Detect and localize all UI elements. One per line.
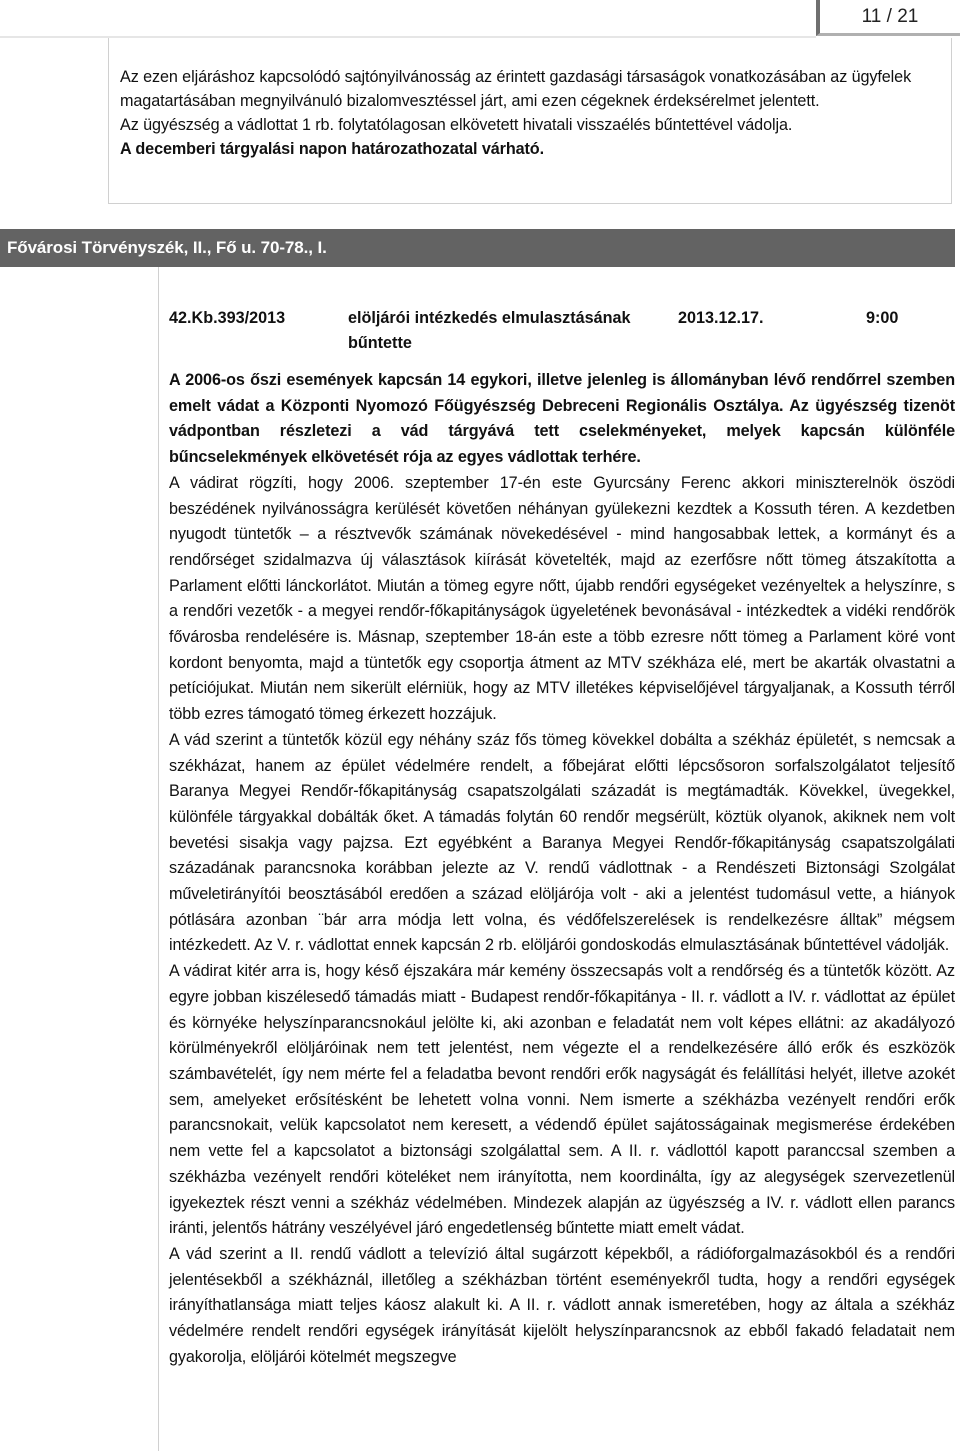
court-header <box>0 229 955 267</box>
summary-verdict-note: A decemberi tárgyalási napon határozathozatal várható. <box>120 140 544 158</box>
summary-paragraph: Az ezen eljáráshoz kapcsolódó sajtónyilvánosság az érintett gazdasági társaságok vonatkozásában az ügyfelek magatartásában megnyilvánuló bizalomvesztéssel járt, ami ezen cégeknek érdeksérelmet jelentett. <box>120 68 912 110</box>
case-crime: elöljárói intézkedés elmulasztásának bűntette <box>348 309 631 352</box>
description-paragraph-2: A vád szerint a tüntetők közül egy néhány száz fős tömeg kövekkel dobálta a székház épületét, s nemcsak a székházat, hanem az épület védelmére rendelt, a főbejárat előtti lépcsősoron sorfalszolgálatot teljesítő Baranya Megyei Rendőr-főkapitányság csapatszolgálati századát is megtámadták. Kövekkel, üvegekkel, különféle tárgyakkal dobálták őket. A támadás folytán 60 rendőr megsérült, köztük olyanok, akiknek nem volt bevetési sisakja vagy pajzsa. Ezt egyébként a Baranya Megyei Rendőr-főkapitányság csapatszolgálati századának parancsnoka korábban jelezte az V. rendű vádlottnak - a Rendészeti Biztonsági Szolgálat műveletirányítói beosztásából eredően a század elöljárója volt - aki a jelentést tudomásul vette, a hiányok pótlására azonban ¨bár arra módja lett volna, és védőfelszerelések is rendelkezésre álltak” mégsem intézkedett. Az V. r. vádlottat ennek kapcsán 2 rb. elöljárói gondoskodás elmulasztásának bűntettével vádolják. <box>169 730 955 955</box>
case-time: 9:00 <box>866 309 899 327</box>
description-paragraph-4: A vád szerint a II. rendű vádlott a televízió által sugárzott képekből, a rádióforgalmazásokból és a rendőri jelentésekből a székháznál, illetőleg a székházban történt eseményekről tudta, hogy a rendőri egységek irányíthatlansága miatt teljes káosz alakult ki. A II. r. vádlott annak ismeretében, hogy az általa a székház védelmére rendelt rendőri egységek irányítását kijelölt helyszínparancsnok az ebből fakadó feladatait nem gyakorolja, elöljárói kötelmét megszegve <box>169 1244 955 1366</box>
summary-charge: Az ügyészség a vádlottat 1 rb. folytatólagosan elkövetett hivatali visszaélés bűntettével vádolja. <box>120 116 793 134</box>
description-intro: A 2006-os őszi események kapcsán 14 egykori, illetve jelenleg is állományban lévő rendőrrel szemben emelt vádat a Központi Nyomozó Főügyészség Debreceni Regionális Osztálya. Az ügyészség tizenöt vádpontban részletezi a vád tárgyává tett cselekményeket, melyek kapcsán különféle bűncselekmények elkövetését rója az egyes vádlottak terhére. <box>169 371 955 467</box>
description-paragraph-3: A vádirat kitér arra is, hogy késő éjszakára már kemény összecsapás volt a rendőrség és a tüntetők között. Az egyre jobban kiszélesedő támadás miatt - Budapest rendőr-főkapitánya - II. r. vádlott a IV. r. vádlottat az épület és környéke helyszínparancsnokául jelölte ki, aki azonban e feladatát nem volt képes ellátni: az akadályozó körülményekről elöljáróinak nem tett jelentést, nem végezte el a rendelkezésére álló erők és eszközök számbavételét, így nem mérte fel a feladatba bevont rendőri erők nagyságát és felállítási helyét, illetve azokét sem, amelyeket erősítésként be lehetett volna vonni. Nem ismerte a székházba vezényelt rendőri erők parancsnokait, velük kapcsolatot nem keresett, a védendő épület sajátosságainak megismerése érdekében nem vette fel a kapcsolatot a biztonsági szolgálattal sem. A II. r. vádlottól kapott paranccsal szemben a székházba vezényelt rendőri köteléket nem irányította, nem koordinálta, így az alegységek szervezetlenül igyekeztek részt venni a székház védelmében. Mindezek alapján az ügyészség a IV. r. vádlott ellen parancs iránti, jelentős hátrány veszélyével járó engedetlenség bűntette miatt emelt vádat. <box>169 962 955 1238</box>
case-row <box>169 306 955 356</box>
description-paragraph-1: A vádirat rögzíti, hogy 2006. szeptember 17-én este Gyurcsány Ferenc akkori miniszterelnök öszödi beszédének nyilvánosságra kerülését követően néhányan gyülekezni kezdtek a Kossuth téren. A kezdetben nyugodt tüntetők – a résztvevők számának növekedésével - mind hangosabbak lettek, a kormányt és a rendőrséget szidalmazva új választások kiírását követelték, majd az ezerfősre nőtt tömeg átszakította a Parlament előtti lánckorlátot. Miután a tömeg egyre nőtt, újabb rendőri egységeket vezényeltek a helyszínre, s a rendőri vezetők - a megyei rendőr-főkapitányságok ügyeletének bevonásával - intézkedtek a vidéki rendőrök fővárosba rendelésére is. Másnap, szeptember 18-án este a több ezresre nőtt tömeg a Parlament köré vont kordont benyomta, majd a tüntetők egy csoportja átment az MTV székháza elé, mert be akarták olvastatni a petíciójukat. Miután nem sikerült elérniük, hogy az MTV illetékes képviselőjével tárgyaljanak, a Kossuth térről több ezres támogató tömeg érkezett hozzájuk. <box>169 473 955 724</box>
case-date: 2013.12.17. <box>678 309 764 327</box>
case-number: 42.Kb.393/2013 <box>169 309 286 327</box>
court-name: Fővárosi Törvényszék, II., Fő u. 70-78., I. <box>7 238 327 257</box>
page-number: 11 / 21 <box>816 0 960 36</box>
summary-box <box>108 38 952 204</box>
case-description <box>169 368 955 1370</box>
